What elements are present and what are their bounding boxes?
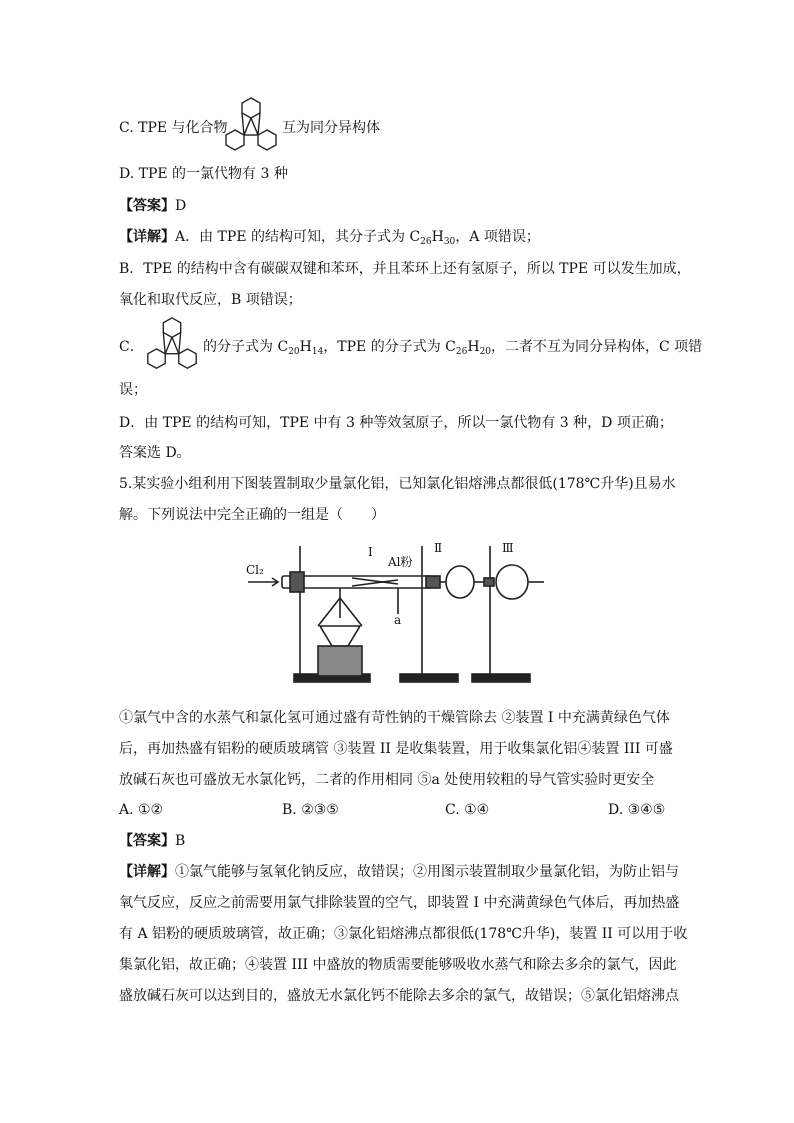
choice-b: B. ②③⑤ <box>282 802 339 818</box>
q5-detail-line3: 有 A 铝粉的硬质玻璃管，故正确；③氯化铝熔沸点都很低(178℃升华)，装置 II 可以用于收 <box>119 926 688 942</box>
choice-c: C. ①④ <box>445 802 490 818</box>
q4-detail-a-end: ，A 项错误； <box>455 229 540 245</box>
q5-detail-line2: 氧气反应，反应之前需要用氯气排除装置的空气，即装置 I 中充满黄绿色气体后，再加热盛 <box>119 895 680 911</box>
choice-d: D. ③④⑤ <box>608 802 666 818</box>
text-segment: ，二者不互为同分异构体，C 项错 <box>491 339 703 355</box>
q4-detail-a-text: A．由 TPE 的结构可知，其分子式为 C <box>175 229 421 245</box>
al-powder-label: Al粉 <box>388 555 413 569</box>
a-label: a <box>394 613 402 627</box>
q5-stem-line1: 5.某实验小组利用下图装置制取少量氯化铝，已知氯化铝熔沸点都很低(178℃升华)且易水 <box>119 476 676 492</box>
subscript: 20 <box>479 347 492 357</box>
apparatus-figure <box>240 538 550 696</box>
q5-detail-line5: 盛放碱石灰可以达到目的，盛放无水氯化钙不能除去多余的氯气，故错误；⑤氯化铝熔沸点 <box>119 988 679 1004</box>
q5-detail-label: 【详解】 <box>119 864 175 880</box>
q4-detail-d: D．由 TPE 的结构可知，TPE 中有 3 种等效氢原子，所以一氯代物有 3 种，D 项正确； <box>119 415 673 431</box>
triptycene-molecule-image-2 <box>142 316 202 376</box>
q5-answer-label: 【答案】 <box>119 833 175 849</box>
q4-answer-label: 【答案】 <box>119 198 175 214</box>
option-c-text-after: 互为同分异构体 <box>282 120 380 136</box>
q5-answer-value: B <box>175 833 186 849</box>
q5-stem-line2: 解。下列说法中完全正确的一组是（ ） <box>119 507 385 523</box>
q5-detail-text: ①氯气能够与氢氧化钠反应，故错误；②用图示装置制取少量氯化铝，为防止铝与 <box>175 864 679 880</box>
text-segment: 的分子式为 C <box>203 339 289 355</box>
option-d: D. TPE 的一氯代物有 3 种 <box>119 166 288 182</box>
q4-detail-b-line2: 氧化和取代反应，B 项错误； <box>119 292 302 308</box>
q4-detail-c-label: C． <box>119 339 144 355</box>
subscript: 26 <box>455 347 468 357</box>
q4-conclusion: 答案选 D。 <box>119 445 191 461</box>
q5-answer <box>119 831 185 851</box>
cl2-label: Cl₂ <box>246 563 264 577</box>
triptycene-molecule-image <box>220 96 282 158</box>
device-i-label: I <box>368 545 373 559</box>
q5-statement-line3: 放碱石灰也可盛放无水氯化钙，二者的作用相同 ⑤a 处使用较粗的导气管实验时更安全 <box>119 772 655 788</box>
subscript: 20 <box>288 347 300 357</box>
subscript: 14 <box>311 347 324 357</box>
subscript: 30 <box>443 237 456 247</box>
q4-detail-a <box>119 227 540 247</box>
q5-statement-line1: ①氯气中含的水蒸气和氯化氢可通过盛有苛性钠的干燥管除去 ②装置 I 中充满黄绿色气体 <box>119 710 670 726</box>
q4-detail-label: 【详解】 <box>119 229 175 245</box>
q4-answer-value: D <box>175 198 187 214</box>
q4-detail-a-h: H <box>431 229 444 245</box>
text-segment: H <box>299 339 312 355</box>
q5-detail-line1 <box>119 862 679 882</box>
device-iii-label: Ⅲ <box>502 541 514 555</box>
option-c-after <box>282 118 380 138</box>
q4-answer <box>119 196 186 216</box>
q4-detail-b-line1: B．TPE 的结构中含有碳碳双键和苯环，并且苯环上还有氢原子，所以 TPE 可以发生加成， <box>119 261 691 277</box>
q4-detail-c-line2: 误； <box>119 382 147 398</box>
choice-a: A. ①② <box>119 802 164 818</box>
text-segment: ，TPE 的分子式为 C <box>323 339 456 355</box>
option-c <box>119 118 228 138</box>
subscript: 26 <box>420 237 432 247</box>
q5-statement-line2: 后，再加热盛有铝粉的硬质玻璃管 ③装置 II 是收集装置，用于收集氯化铝④装置 III 可盛 <box>119 741 673 757</box>
device-ii-label: Ⅱ <box>434 541 443 555</box>
q5-detail-line4: 集氯化铝，故正确；④装置 III 中盛放的物质需要能够吸收水蒸气和除去多余的氯气，因此 <box>119 957 677 973</box>
q4-detail-c-text <box>203 337 702 357</box>
option-c-text-before: C. TPE 与化合物 <box>119 120 228 136</box>
text-segment: H <box>467 339 480 355</box>
